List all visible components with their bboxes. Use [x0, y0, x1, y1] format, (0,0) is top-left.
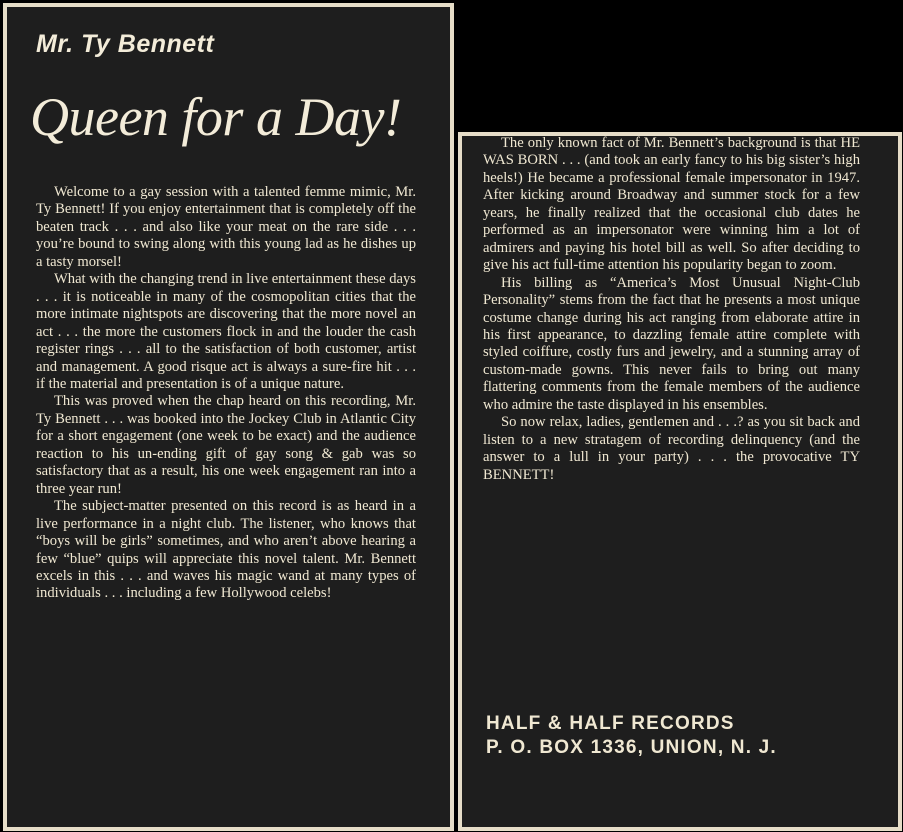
- left-paragraph: This was proved when the chap heard on this recording, Mr. Ty Bennett . . . was booked into the Jockey Club in Atlantic City for a short engagement (one week to be exact) and the audience reaction to his un-ending gift of gay song & gab was so satisfactory that as a result, his one week engagement ran into a three year run!: [36, 393, 416, 497]
- left-paragraph: What with the changing trend in live entertainment these days . . . it is noticeable in many of the cosmopolitan cities that the more intimate nightspots are discovering that the more novel an act . . . the more the customers flock in and the louder the cash register rings . . . all to the satisfaction of both customer, artist and management. A good risque act is always a sure-fire hit . . . if the material and presentation is of a unique nature.: [36, 271, 416, 392]
- album-title: Queen for a Day!: [30, 87, 402, 147]
- right-liner-text: [483, 135, 860, 484]
- left-paragraph: The subject-matter presented on this record is as heard in a live performance in a night club. The listener, who knows that “boys will be girls” sometimes, and who aren’t above hearing a few “blue” quips will appreciate this novel talent. Mr. Bennett excels in this . . . and waves his magic wand at many types of individuals . . . including a few Hollywood celebs!: [36, 498, 416, 602]
- record-label-name: HALF & HALF RECORDS: [486, 713, 735, 734]
- left-paragraph: Welcome to a gay session with a talented femme mimic, Mr. Ty Bennett! If you enjoy entertainment that is completely off the beaten track . . . and also like your meat on the rare side . . . you’re bound to swing along with this young lad as he dishes up a tasty morsel!: [36, 184, 416, 270]
- right-paragraph: The only known fact of Mr. Bennett’s background is that HE WAS BORN . . . (and took an early fancy to his big sister’s high heels!) He became a professional female impersonator in 1947. After kicking around Broadway and summer stock for a few years, he finally realized that the occasional club dates he performed as an impersonator were winning him a lot of admirers and paying his hotel bill as well. So after deciding to give his act full-time attention his popularity began to zoom.: [483, 135, 860, 274]
- record-label-address: [486, 712, 846, 760]
- left-liner-text: [36, 184, 416, 603]
- right-paragraph: His billing as “America’s Most Unusual Night-Club Personality” stems from the fact that he presents a most unique costume change during his act ranging from elaborate attire in his first appearance, to dazzling female attire complete with styled coiffure, costly furs and jewelry, and a stunning array of custom-made gowns. This never fails to bring out many flattering comments from the female members of the audience who admire the taste displayed in his ensembles.: [483, 274, 860, 413]
- right-paragraph: So now relax, ladies, gentlemen and . . .? as you sit back and listen to a new stratagem of recording delinquency (and the answer to a lull in your party) . . . the provocative TY BENNETT!: [483, 414, 860, 483]
- record-label-po-box: P. O. BOX 1336, UNION, N. J.: [486, 737, 777, 758]
- artist-name: Mr. Ty Bennett: [36, 30, 215, 58]
